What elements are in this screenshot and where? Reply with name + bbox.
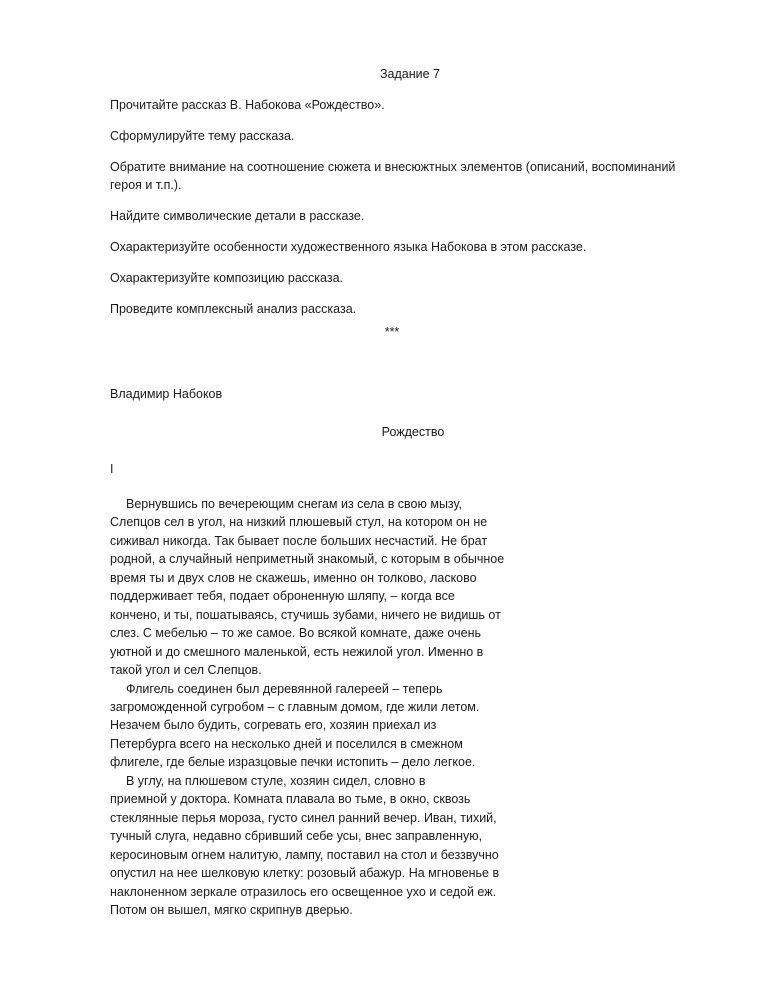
story-line: Незачем было будить, согревать его, хозяин приехал из bbox=[110, 718, 437, 733]
story-line: стеклянные перья мороза, густо синел ранний вечер. Иван, тихий, bbox=[110, 810, 497, 825]
story-line: В углу, на плюшевом стуле, хозяин сидел, словно в bbox=[126, 773, 426, 788]
story-line: уютной и до смешного маленькой, есть нежилой угол. Именно в bbox=[110, 644, 484, 659]
author-name: Владимир Набоков bbox=[110, 387, 223, 401]
chapter-number: I bbox=[110, 462, 114, 476]
section-separator: *** bbox=[384, 325, 400, 339]
story-line: керосиновым огнем налитую, лампу, поставил на стол и беззвучно bbox=[110, 847, 499, 862]
story-line: наклоненном зеркале отразилось его освещенное ухо и седой еж. bbox=[110, 884, 497, 899]
story-line: слез. С мебелью – то же самое. Во всякой комнате, даже очень bbox=[110, 626, 481, 641]
story-line: флигеле, где белые изразцовые печки истопить – дело легкое. bbox=[110, 755, 476, 770]
story-line: кончено, и ты, пошатываясь, стучишь зубами, ничего не видишь от bbox=[110, 607, 501, 622]
story-line: загроможденной сугробом – с главным домом, где жили летом. bbox=[110, 699, 480, 714]
task-item: Обратите внимание на соотношение сюжета и внесюжтных элементов (описаний, воспоминаний героя и т.п.). bbox=[110, 160, 676, 192]
story-line: поддерживает тебя, подает оброненную шляпу, – когда все bbox=[110, 589, 455, 604]
task-item: Охарактеризуйте особенности художественного языка Набокова в этом рассказе. bbox=[110, 240, 587, 254]
story-line: родной, а случайный неприметный знакомый, с которым в обычное bbox=[110, 552, 505, 567]
story-line: приемной у доктора. Комната плавала во тьме, в окно, сквозь bbox=[110, 792, 471, 807]
story-line: тучный слуга, недавно сбривший себе усы, внес заправленную, bbox=[110, 829, 483, 844]
task-item: Охарактеризуйте композицию рассказа. bbox=[110, 271, 344, 285]
task-list bbox=[110, 96, 710, 331]
task-item: Прочитайте рассказ В. Набокова «Рождество». bbox=[110, 98, 385, 112]
story-line: время ты и двух слов не скажешь, именно он толково, ласково bbox=[110, 570, 477, 585]
task-item: Сформулируйте тему рассказа. bbox=[110, 129, 295, 143]
story-line: опустил на нее шелковую клетку: розовый абажур. На мгновенье в bbox=[110, 866, 500, 881]
story-line: Потом он вышел, мягко скрипнув дверью. bbox=[110, 902, 353, 917]
story-line: сиживал никогда. Так бывает после больших несчастий. Не брат bbox=[110, 533, 488, 548]
story-line: Флигель соединен был деревянной галереей – теперь bbox=[126, 681, 443, 696]
story-line: Вернувшись по вечереющим снегам из села в свою мызу, bbox=[126, 497, 462, 511]
story-text bbox=[110, 495, 560, 919]
story-line: Петербурга всего на несколько дней и поселился в смежном bbox=[110, 736, 463, 751]
story-title: Рождество bbox=[381, 425, 445, 439]
task-title: Задание 7 bbox=[379, 67, 440, 81]
story-line: Слепцов сел в угол, на низкий плюшевый стул, на котором он не bbox=[110, 515, 488, 530]
story-line: такой угол и сел Слепцов. bbox=[110, 663, 262, 678]
task-item: Проведите комплексный анализ рассказа. bbox=[110, 302, 357, 316]
task-item: Найдите символические детали в рассказе. bbox=[110, 209, 365, 223]
